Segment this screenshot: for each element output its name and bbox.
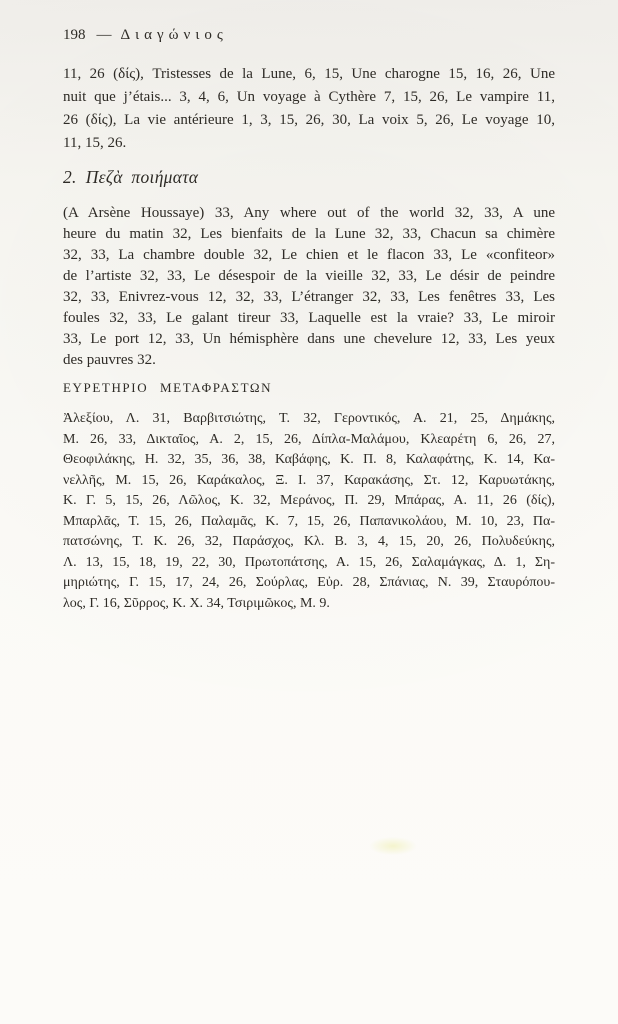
section-number: 2. (63, 167, 77, 187)
text-line: Μ. 26, 33, Δικταῖος, Α. 2, 15, 26, Δίπλα-Μαλάμου, Κλεαρέτη 6, 26, 27, (63, 431, 555, 447)
paragraph-prose-poems-index (63, 203, 555, 371)
text-line: μηριώτης, Γ. 15, 17, 24, 26, Σούρλας, Εὐρ. 28, Σπάνιας, Ν. 39, Σταυρόπου- (63, 575, 555, 590)
text-line: des pauvres 32. (63, 352, 156, 368)
text-line: 11, 15, 26. (63, 135, 127, 151)
text-line: Θεοφιλάκης, Η. 32, 35, 36, 38, Καβάφης, Κ. Π. 8, Καλαφάτης, Κ. 14, Κα- (63, 452, 555, 467)
text-line: heure du matin 32, Les bienfaits de la Lune 32, 33, Chacun sa chimère (63, 226, 555, 242)
header-dash: — (96, 27, 112, 43)
text-line: 26 (δίς), La vie antérieure 1, 3, 15, 26, 30, La voix 5, 26, Le voyage 10, (63, 112, 555, 128)
text-line: πατσώνης, Τ. Κ. 26, 32, Παράσχος, Κλ. Β. 3, 4, 15, 20, 26, Πολυδεύκης, (63, 534, 555, 549)
section-title: Πεζὰ ποιήματα (85, 167, 199, 187)
text-line: foules 32, 33, Le galant tireur 33, Laquelle est la vraie? 33, Le miroir (63, 310, 555, 326)
page-number: 198 (63, 27, 86, 43)
text-line: 11, 26 (δίς), Tristesses de la Lune, 6, 15, Une charogne 15, 16, 26, Une (63, 66, 555, 82)
paragraph-translators-index (63, 409, 555, 614)
text-line: Κ. Γ. 5, 15, 26, Λῶλος, Κ. 32, Μεράνος, Π. 29, Μπάρας, Α. 11, 26 (δίς), (63, 493, 555, 508)
text-line: de l’artiste 32, 33, Le désespoir de la vieille 32, 33, Le désir de peindre (63, 268, 555, 284)
section-heading (63, 166, 198, 188)
running-title: Διαγώνιος (120, 27, 228, 43)
text-line: 32, 33, La chambre double 32, Le chien et le flacon 33, Le «confiteor» (63, 247, 555, 263)
page-header (63, 26, 228, 45)
text-line: λος, Γ. 16, Σῦρρος, Κ. Χ. 34, Τσιριμῶκος, Μ. 9. (63, 595, 330, 611)
text-line: 33, Le port 12, 33, Un hémisphère dans une chevelure 12, 33, Les yeux (63, 331, 555, 347)
text-line: Μπαρλᾶς, Τ. 15, 26, Παλαμᾶς, Κ. 7, 15, 26, Παπανικολάου, Μ. 10, 23, Πα- (63, 513, 555, 529)
text-line: Ἀλεξίου, Λ. 31, Βαρβιτσιώτης, Τ. 32, Γεροντικός, Α. 21, 25, Δημάκης, (63, 411, 555, 426)
paragraph-verse-index-continuation (63, 63, 555, 155)
text-line: νελλῆς, Μ. 15, 26, Καράκαλος, Ξ. Ι. 37, Καρακάσης, Στ. 12, Καρυωτάκης, (63, 472, 555, 488)
text-line: nuit que j’étais... 3, 4, 6, Un voyage à Cythère 7, 15, 26, Le vampire 11, (63, 89, 555, 105)
text-line: Λ. 13, 15, 18, 19, 22, 30, Πρωτοπάτσης, Α. 15, 26, Σαλαμάγκας, Δ. 1, Ση- (63, 554, 555, 570)
translators-index-heading: ΕΥΡΕΤΗΡΙΟ ΜΕΤΑΦΡΑΣΤΩΝ (63, 380, 273, 395)
text-line: (A Arsène Houssaye) 33, Any where out of the world 32, 33, A une (63, 205, 555, 221)
text-line: 32, 33, Enivrez-vous 12, 32, 33, L’étranger 32, 33, Les fenêtres 33, Les (63, 289, 555, 305)
